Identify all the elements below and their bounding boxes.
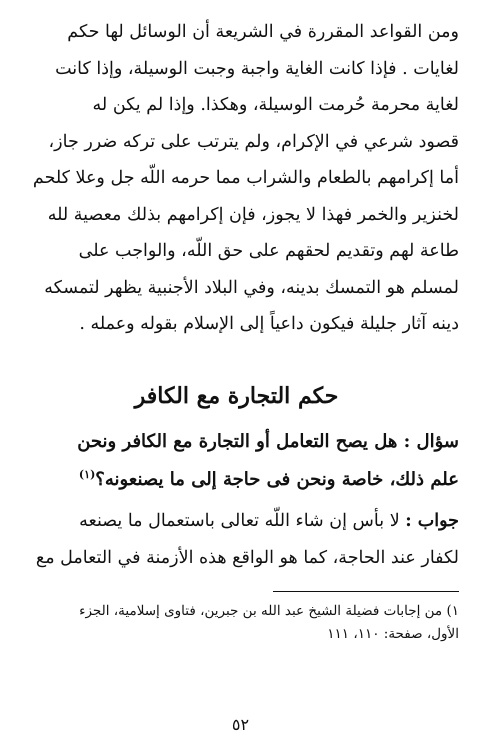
footnote-line-2: الأول، صفحة: ١١٠، ١١١ [327, 625, 459, 642]
question-label: سؤال : [403, 430, 459, 452]
question-line-1 [14, 423, 459, 461]
footnote [14, 600, 459, 646]
question-text-1: هل يصح التعامل أو التجارة مع الكافر ونحن [77, 430, 398, 452]
question-text-2: علم ذلك، خاصة ونحن فى حاجة إلى ما يصنعونه؟ [95, 468, 459, 490]
paragraph-line: لخنزير والخمر فهذا لا يجوز، فإن إكرامهم بذلك معصية لله [47, 204, 459, 225]
paragraph-line: طاعة لهم وتقديم لحقهم على حق اللّه، والواجب على [78, 241, 459, 261]
answer-line-1 [14, 503, 459, 540]
question-line-2 [14, 461, 459, 499]
footnote-line-1: ١) من إجابات فضيلة الشيخ عبد الله بن جبرين، فتاوى إسلامية، الجزء [79, 602, 459, 619]
paragraph-line: أما إكرامهم بالطعام والشراب مما حرمه اللّه جل وعلا كلحم [32, 168, 459, 188]
paragraph-line: دينه آثار جليلة فيكون داعياً إلى الإسلام بقوله وعمله . [79, 314, 459, 334]
section-heading: حكم التجارة مع الكافر [134, 382, 339, 409]
answer-label: جواب : [405, 510, 459, 531]
question-block [14, 423, 459, 499]
answer-block [14, 503, 459, 577]
footnote-reference[interactable]: (١) [78, 467, 96, 481]
answer-line-2: لكفار عند الحاجة، كما هو الواقع هذه الأزمنة في التعامل مع [35, 547, 459, 568]
footnote-divider [273, 591, 459, 592]
body-paragraph [14, 14, 459, 343]
paragraph-line: قصود شرعي في الإكرام، ولم يترتب على تركه ضرر جاز، [48, 131, 459, 152]
paragraph-line: لمسلم هو التمسك بدينه، وفي البلاد الأجنبية يظهر لتمسكه [44, 277, 459, 298]
answer-text-1: لا بأس إن شاء اللّه تعالى باستعمال ما يصنعه [79, 510, 400, 531]
page-number: ٥٢ [231, 715, 250, 734]
paragraph-line: لغايات . فإذا كانت الغاية واجبة وجبت الوسيلة، وإذا كانت [55, 58, 459, 79]
paragraph-line: لغاية محرمة حُرمت الوسيلة، وهكذا. وإذا لم يكن له [92, 95, 459, 115]
paragraph-line: ومن القواعد المقررة في الشريعة أن الوسائل لها حكم [67, 22, 459, 42]
